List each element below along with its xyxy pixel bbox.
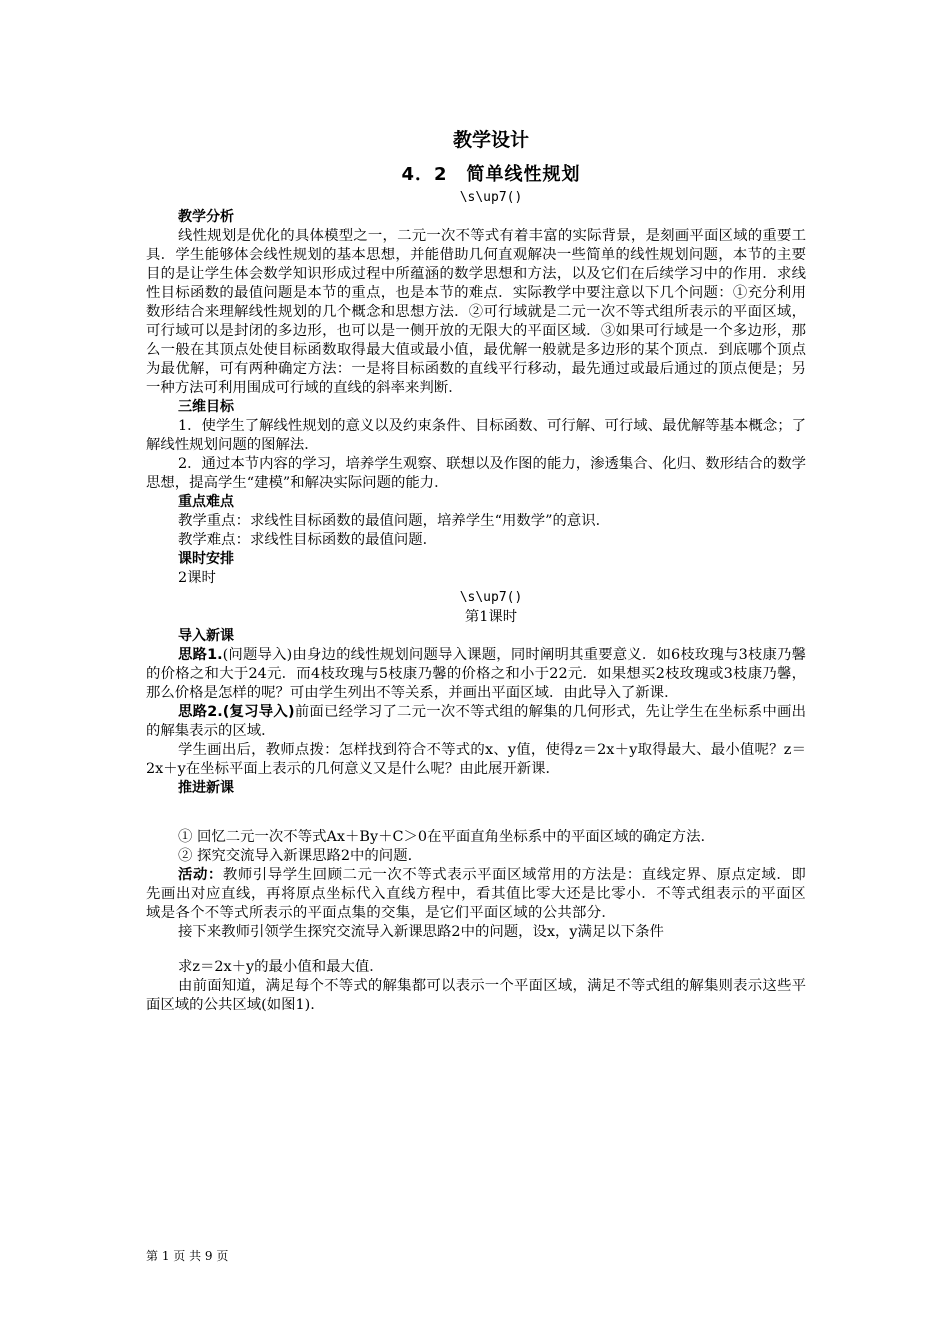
idea-1 xyxy=(146,646,806,703)
activity xyxy=(146,866,806,923)
idea-2-follow: 学生画出后，教师点拨：怎样找到符合不等式的x、y值，使得z＝2x＋y取得最大、最小值呢？z＝2x＋y在坐标平面上表示的几何意义又是什么呢？由此展开新课． xyxy=(146,742,806,777)
field-code: \s\up7() xyxy=(459,190,523,205)
section-title: 4．2 简单线性规划 xyxy=(401,164,581,185)
question-2: ② 探究交流导入新课思路2中的问题. xyxy=(178,848,413,864)
idea-1-text: (问题导入)由身边的线性规划问题导入课题，同时阐明其重要意义．如6枝玫瑰与3枝康乃馨的价格之和大于24元．而4枝玫瑰与5枝康乃馨的价格之和小于22元．如果想买2枝玫瑰或3枝康乃馨，那么价格是怎样的呢？可由学生列出不等关系，并画出平面区域．由此导入了新课． xyxy=(146,647,806,701)
heading-new-lesson: 推进新课 xyxy=(178,780,234,796)
heading-key-points: 重点难点 xyxy=(178,494,234,510)
lesson-label: 第1课时 xyxy=(464,609,518,625)
idea-2-label: 思路2. xyxy=(178,704,223,720)
idea-2-bold: (复习导入) xyxy=(222,704,295,720)
key-point-1: 教学重点：求线性目标函数的最值问题，培养学生“用数学”的意识． xyxy=(178,513,611,529)
document-title: 教学设计 xyxy=(452,129,529,151)
spacer xyxy=(146,798,806,828)
field-code-2: \s\up7() xyxy=(459,590,523,605)
next-step: 接下来教师引领学生探究交流导入新课思路2中的问题，设x，y满足以下条件 xyxy=(178,924,664,940)
goal-1: 1．使学生了解线性规划的意义以及约束条件、目标函数、可行解、可行域、最优解等基本概念；了解线性规划问题的图解法． xyxy=(146,418,806,453)
heading-schedule: 课时安排 xyxy=(178,551,234,567)
analysis-paragraph: 线性规划是优化的具体模型之一，二元一次不等式有着丰富的实际背景，是刻画平面区域的重要工具．学生能够体会线性规划的基本思想，并能借助几何直观解决一些简单的线性规划问题，本节的主要目的是让学生体会数学知识形成过程中所蕴涵的数学思想和方法，以及它们在后续学习中的作用．求线性目标函数的最值问题是本节的重点，也是本节的难点．实际教学中要注意以下几个问题：①充分利用数形结合来理解线性规划的几个概念和思想方法．②可行域就是二元一次不等式组所表示的平面区域，可行域可以是封闭的多边形，也可以是一侧开放的无限大的平面区域．③如果可行域是一个多边形，那么一般在其顶点处使目标函数取得最大值或最小值，最优解一般就是多边形的某个顶点．到底哪个顶点为最优解，可有两种确定方法：一是将目标函数的直线平行移动，最先通过或最后通过的顶点便是；另一种方法可利用围成可行域的直线的斜率来判断． xyxy=(146,228,806,396)
heading-goals: 三维目标 xyxy=(178,399,234,415)
schedule-text: 2课时 xyxy=(178,570,216,586)
idea-2-text: 前面已经学习了二元一次不等式组的解集的几何形式，先让学生在坐标系中画出的解集表示的区域． xyxy=(146,704,806,739)
activity-text: 教师引导学生回顾二元一次不等式表示平面区域常用的方法是：直线定界、原点定域．即先画出对应直线，再将原点坐标代入直线方程中，看其值比零大还是比零小．不等式组表示的平面区域是各个不等式所表示的平面点集的交集，是它们平面区域的公共部分． xyxy=(146,867,807,921)
page-content xyxy=(146,126,806,1015)
activity-label: 活动： xyxy=(178,867,223,883)
heading-intro: 导入新课 xyxy=(178,628,234,644)
find-text: 求z＝2x＋y的最小值和最大值． xyxy=(178,959,384,975)
key-point-2: 教学难点：求线性目标函数的最值问题． xyxy=(178,532,438,548)
goal-2: 2．通过本节内容的学习，培养学生观察、联想以及作图的能力，渗透集合、化归、数形结合的数学思想，提高学生“建模”和解决实际问题的能力． xyxy=(146,456,806,491)
spacer-2 xyxy=(146,942,806,958)
known-text: 由前面知道，满足每个不等式的解集都可以表示一个平面区域，满足不等式组的解集则表示这些平面区域的公共区域(如图1). xyxy=(146,978,806,1013)
idea-1-label: 思路1. xyxy=(178,647,223,663)
heading-analysis: 教学分析 xyxy=(178,209,234,225)
page-footer: 第 1 页 共 9 页 xyxy=(146,1249,229,1263)
idea-2 xyxy=(146,703,806,741)
question-1: ① 回忆二元一次不等式Ax＋By＋C＞0在平面直角坐标系中的平面区域的确定方法. xyxy=(178,829,706,845)
